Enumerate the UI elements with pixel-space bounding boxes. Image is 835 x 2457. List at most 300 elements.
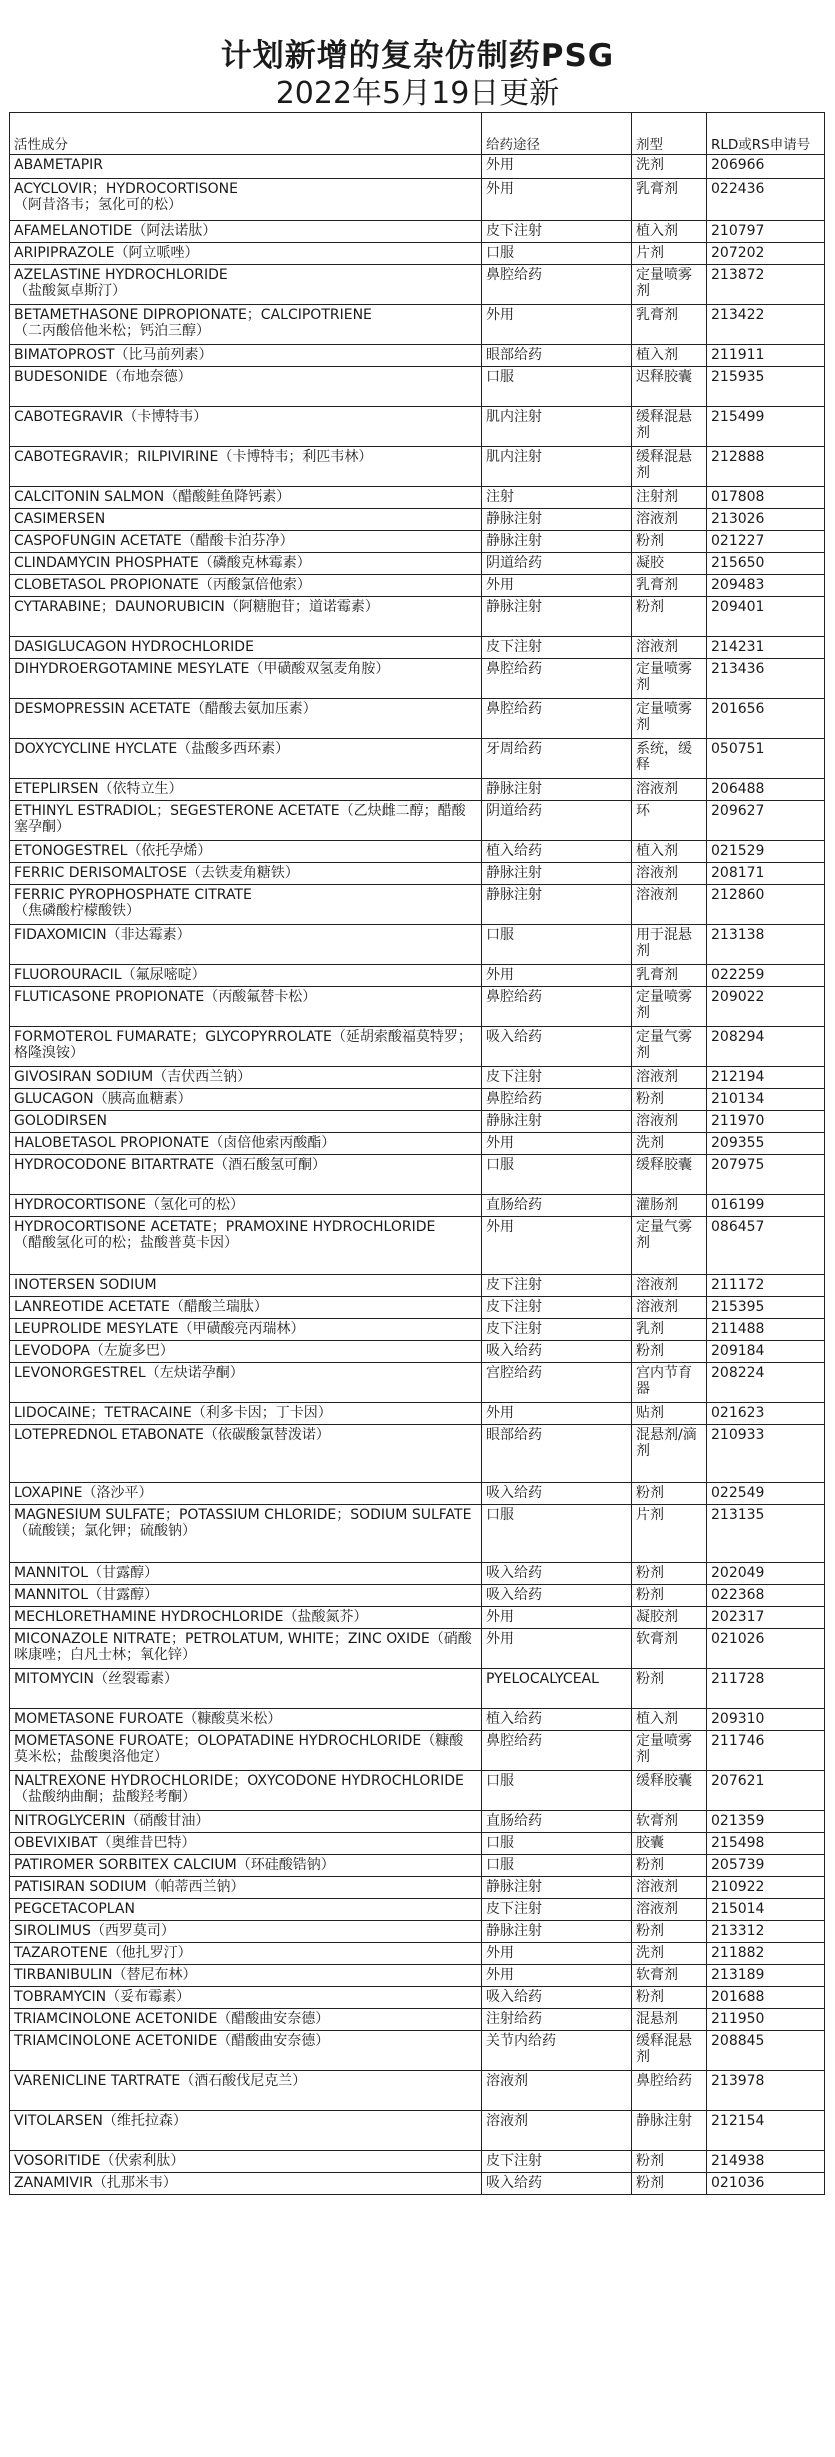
- cell-application-number: 209310: [707, 1709, 825, 1731]
- cell-application-number: 021036: [707, 2173, 825, 2195]
- table-body: [10, 155, 825, 2195]
- cell-route: 植入给药: [482, 841, 632, 863]
- cell-dosage-form: 乳膏剂: [632, 965, 707, 987]
- table-row: [10, 1341, 825, 1363]
- cell-route: 眼部给药: [482, 1425, 632, 1483]
- cell-route: 外用: [482, 179, 632, 221]
- cell-dosage-form: 溶液剂: [632, 509, 707, 531]
- cell-ingredient: CABOTEGRAVIR；RILPIVIRINE（卡博特韦；利匹韦林）: [10, 447, 482, 487]
- cell-application-number: 017808: [707, 487, 825, 509]
- table-row: [10, 739, 825, 779]
- cell-application-number: 086457: [707, 1217, 825, 1275]
- cell-application-number: 210933: [707, 1425, 825, 1483]
- table-row: [10, 2151, 825, 2173]
- cell-route: 外用: [482, 965, 632, 987]
- table-row: [10, 841, 825, 863]
- cell-route: 注射: [482, 487, 632, 509]
- cell-ingredient: TOBRAMYCIN（妥布霉素）: [10, 1987, 482, 2009]
- cell-ingredient: LEVODOPA（左旋多巴）: [10, 1341, 482, 1363]
- cell-ingredient: HYDROCORTISONE（氢化可的松）: [10, 1195, 482, 1217]
- cell-dosage-form: 溶液剂: [632, 1067, 707, 1089]
- cell-ingredient: AFAMELANOTIDE（阿法诺肽）: [10, 221, 482, 243]
- cell-route: 鼻腔给药: [482, 987, 632, 1027]
- table-row: [10, 1731, 825, 1771]
- table-row: [10, 1965, 825, 1987]
- cell-dosage-form: 粉剂: [632, 597, 707, 637]
- cell-route: 牙周给药: [482, 739, 632, 779]
- table-row: [10, 2031, 825, 2071]
- cell-ingredient: ACYCLOVIR；HYDROCORTISONE （阿昔洛韦；氢化可的松）: [10, 179, 482, 221]
- table-row: [10, 305, 825, 345]
- cell-route: 皮下注射: [482, 221, 632, 243]
- cell-route: 口服: [482, 925, 632, 965]
- cell-dosage-form: 洗剂: [632, 1133, 707, 1155]
- cell-dosage-form: 片剂: [632, 1505, 707, 1563]
- table-header-row: [10, 113, 825, 155]
- cell-ingredient: MANNITOL（甘露醇）: [10, 1563, 482, 1585]
- cell-route: 吸入给药: [482, 2173, 632, 2195]
- cell-application-number: 201688: [707, 1987, 825, 2009]
- cell-ingredient: GLUCAGON（胰高血糖素）: [10, 1089, 482, 1111]
- cell-application-number: 205739: [707, 1855, 825, 1877]
- cell-ingredient: OBEVIXIBAT（奥维昔巴特）: [10, 1833, 482, 1855]
- cell-route: 皮下注射: [482, 1319, 632, 1341]
- cell-application-number: 208171: [707, 863, 825, 885]
- cell-ingredient: PATISIRAN SODIUM（帕蒂西兰钠）: [10, 1877, 482, 1899]
- cell-route: 鼻腔给药: [482, 265, 632, 305]
- table-row: [10, 553, 825, 575]
- header-ingredient: 活性成分: [10, 113, 482, 155]
- cell-route: 溶液剂: [482, 2111, 632, 2151]
- cell-route: 鼻腔给药: [482, 1731, 632, 1771]
- cell-application-number: 022368: [707, 1585, 825, 1607]
- cell-route: 静脉注射: [482, 1877, 632, 1899]
- cell-dosage-form: 植入剂: [632, 345, 707, 367]
- cell-ingredient: VOSORITIDE（伏索利肽）: [10, 2151, 482, 2173]
- cell-dosage-form: 定量喷雾剂: [632, 1731, 707, 1771]
- table-row: [10, 1067, 825, 1089]
- cell-route: 外用: [482, 305, 632, 345]
- cell-route: 皮下注射: [482, 1275, 632, 1297]
- cell-dosage-form: 乳膏剂: [632, 305, 707, 345]
- cell-route: 鼻腔给药: [482, 699, 632, 739]
- cell-ingredient: TRIAMCINOLONE ACETONIDE（醋酸曲安奈德）: [10, 2009, 482, 2031]
- cell-dosage-form: 溶液剂: [632, 863, 707, 885]
- table-row: [10, 965, 825, 987]
- table-row: [10, 447, 825, 487]
- cell-application-number: 202049: [707, 1563, 825, 1585]
- table-row: [10, 345, 825, 367]
- cell-application-number: 208845: [707, 2031, 825, 2071]
- cell-route: 外用: [482, 1403, 632, 1425]
- cell-route: 吸入给药: [482, 1341, 632, 1363]
- table-row: [10, 1709, 825, 1731]
- cell-ingredient: ZANAMIVIR（扎那米韦）: [10, 2173, 482, 2195]
- cell-route: PYELOCALYCEAL: [482, 1669, 632, 1709]
- cell-dosage-form: 迟释胶囊: [632, 367, 707, 407]
- cell-dosage-form: 粉剂: [632, 2151, 707, 2173]
- cell-dosage-form: 溶液剂: [632, 1899, 707, 1921]
- table-row: [10, 367, 825, 407]
- cell-ingredient: MAGNESIUM SULFATE；POTASSIUM CHLORIDE；SODIUM SULFATE （硫酸镁；氯化钾；硫酸钠）: [10, 1505, 482, 1563]
- header-route: 给药途径: [482, 113, 632, 155]
- cell-route: 皮下注射: [482, 1067, 632, 1089]
- cell-dosage-form: 缓释胶囊: [632, 1771, 707, 1811]
- cell-application-number: 213189: [707, 1965, 825, 1987]
- table-row: [10, 779, 825, 801]
- cell-ingredient: LANREOTIDE ACETATE（醋酸兰瑞肽）: [10, 1297, 482, 1319]
- cell-application-number: 022436: [707, 179, 825, 221]
- table-row: [10, 1987, 825, 2009]
- table-row: [10, 1297, 825, 1319]
- cell-application-number: 207202: [707, 243, 825, 265]
- cell-application-number: 210134: [707, 1089, 825, 1111]
- cell-route: 外用: [482, 1629, 632, 1669]
- cell-dosage-form: 贴剂: [632, 1403, 707, 1425]
- table-row: [10, 1319, 825, 1341]
- cell-route: 口服: [482, 243, 632, 265]
- table-row: [10, 407, 825, 447]
- cell-ingredient: LOTEPREDNOL ETABONATE（依碳酸氯替泼诺）: [10, 1425, 482, 1483]
- cell-application-number: 212194: [707, 1067, 825, 1089]
- cell-application-number: 211970: [707, 1111, 825, 1133]
- cell-route: 皮下注射: [482, 637, 632, 659]
- table-row: [10, 221, 825, 243]
- cell-ingredient: FLUOROURACIL（氟尿嘧啶）: [10, 965, 482, 987]
- cell-ingredient: HYDROCODONE BITARTRATE（酒石酸氢可酮）: [10, 1155, 482, 1195]
- cell-ingredient: CASIMERSEN: [10, 509, 482, 531]
- cell-ingredient: FLUTICASONE PROPIONATE（丙酸氟替卡松）: [10, 987, 482, 1027]
- cell-ingredient: DIHYDROERGOTAMINE MESYLATE（甲磺酸双氢麦角胺）: [10, 659, 482, 699]
- cell-application-number: 212888: [707, 447, 825, 487]
- cell-dosage-form: 溶液剂: [632, 779, 707, 801]
- cell-application-number: 211172: [707, 1275, 825, 1297]
- cell-application-number: 214938: [707, 2151, 825, 2173]
- cell-dosage-form: 环: [632, 801, 707, 841]
- cell-route: 外用: [482, 155, 632, 179]
- cell-dosage-form: 软膏剂: [632, 1811, 707, 1833]
- cell-ingredient: CASPOFUNGIN ACETATE（醋酸卡泊芬净）: [10, 531, 482, 553]
- cell-route: 静脉注射: [482, 1111, 632, 1133]
- cell-application-number: 206966: [707, 155, 825, 179]
- page-title: 计划新增的复杂仿制药PSG: [220, 38, 615, 74]
- cell-route: 宫腔给药: [482, 1363, 632, 1403]
- cell-dosage-form: 软膏剂: [632, 1629, 707, 1669]
- cell-application-number: 213135: [707, 1505, 825, 1563]
- cell-route: 吸入给药: [482, 1563, 632, 1585]
- cell-ingredient: SIROLIMUS（西罗莫司）: [10, 1921, 482, 1943]
- table-row: [10, 863, 825, 885]
- cell-application-number: 212154: [707, 2111, 825, 2151]
- cell-application-number: 021359: [707, 1811, 825, 1833]
- cell-route: 静脉注射: [482, 863, 632, 885]
- table-row: [10, 659, 825, 699]
- table-row: [10, 1275, 825, 1297]
- cell-dosage-form: 混悬剂: [632, 2009, 707, 2031]
- table-row: [10, 509, 825, 531]
- table-row: [10, 1811, 825, 1833]
- cell-application-number: 213422: [707, 305, 825, 345]
- cell-dosage-form: 乳膏剂: [632, 179, 707, 221]
- cell-application-number: 021623: [707, 1403, 825, 1425]
- cell-dosage-form: 粉剂: [632, 1341, 707, 1363]
- cell-dosage-form: 溶液剂: [632, 637, 707, 659]
- cell-dosage-form: 混悬剂/滴剂: [632, 1425, 707, 1483]
- cell-ingredient: GIVOSIRAN SODIUM（吉伏西兰钠）: [10, 1067, 482, 1089]
- cell-ingredient: TAZAROTENE（他扎罗汀）: [10, 1943, 482, 1965]
- cell-dosage-form: 洗剂: [632, 155, 707, 179]
- table-row: [10, 1921, 825, 1943]
- cell-dosage-form: 定量喷雾剂: [632, 987, 707, 1027]
- cell-dosage-form: 片剂: [632, 243, 707, 265]
- table-row: [10, 1089, 825, 1111]
- cell-route: 吸入给药: [482, 1483, 632, 1505]
- cell-dosage-form: 胶囊: [632, 1833, 707, 1855]
- cell-ingredient: INOTERSEN SODIUM: [10, 1275, 482, 1297]
- cell-dosage-form: 粉剂: [632, 1563, 707, 1585]
- cell-ingredient: DESMOPRESSIN ACETATE（醋酸去氨加压素）: [10, 699, 482, 739]
- table-row: [10, 179, 825, 221]
- cell-ingredient: VITOLARSEN（维托拉森）: [10, 2111, 482, 2151]
- table-row: [10, 1155, 825, 1195]
- table-row: [10, 801, 825, 841]
- header-dosage-form: 剂型: [632, 113, 707, 155]
- cell-ingredient: CLOBETASOL PROPIONATE（丙酸氯倍他索）: [10, 575, 482, 597]
- table-row: [10, 265, 825, 305]
- cell-route: 静脉注射: [482, 779, 632, 801]
- cell-application-number: 209627: [707, 801, 825, 841]
- cell-application-number: 016199: [707, 1195, 825, 1217]
- cell-application-number: 213312: [707, 1921, 825, 1943]
- cell-route: 静脉注射: [482, 509, 632, 531]
- cell-application-number: 021026: [707, 1629, 825, 1669]
- cell-route: 肌内注射: [482, 407, 632, 447]
- table-row: [10, 885, 825, 925]
- cell-application-number: 215498: [707, 1833, 825, 1855]
- cell-route: 鼻腔给药: [482, 1089, 632, 1111]
- cell-application-number: 213872: [707, 265, 825, 305]
- cell-application-number: 211911: [707, 345, 825, 367]
- table-row: [10, 1585, 825, 1607]
- cell-route: 吸入给药: [482, 1987, 632, 2009]
- cell-dosage-form: 洗剂: [632, 1943, 707, 1965]
- cell-application-number: 050751: [707, 739, 825, 779]
- cell-route: 外用: [482, 1217, 632, 1275]
- cell-application-number: 209184: [707, 1341, 825, 1363]
- cell-ingredient: NITROGLYCERIN（硝酸甘油）: [10, 1811, 482, 1833]
- cell-application-number: 215014: [707, 1899, 825, 1921]
- cell-dosage-form: 植入剂: [632, 1709, 707, 1731]
- cell-route: 口服: [482, 1155, 632, 1195]
- cell-dosage-form: 乳剂: [632, 1319, 707, 1341]
- cell-application-number: 212860: [707, 885, 825, 925]
- cell-route: 阴道给药: [482, 801, 632, 841]
- cell-route: 静脉注射: [482, 1921, 632, 1943]
- cell-ingredient: BETAMETHASONE DIPROPIONATE；CALCIPOTRIENE （二丙酸倍他米松；钙泊三醇）: [10, 305, 482, 345]
- cell-route: 外用: [482, 575, 632, 597]
- cell-dosage-form: 定量喷雾剂: [632, 699, 707, 739]
- cell-ingredient: BUDESONIDE（布地奈德）: [10, 367, 482, 407]
- cell-dosage-form: 缓释混悬剂: [632, 2031, 707, 2071]
- table-row: [10, 2009, 825, 2031]
- cell-ingredient: MECHLORETHAMINE HYDROCHLORIDE（盐酸氮芥）: [10, 1607, 482, 1629]
- cell-ingredient: FERRIC PYROPHOSPHATE CITRATE （焦磷酸柠檬酸铁）: [10, 885, 482, 925]
- cell-application-number: 209022: [707, 987, 825, 1027]
- cell-dosage-form: 粉剂: [632, 2173, 707, 2195]
- cell-dosage-form: 植入剂: [632, 221, 707, 243]
- cell-route: 植入给药: [482, 1709, 632, 1731]
- cell-dosage-form: 用于混悬剂: [632, 925, 707, 965]
- cell-dosage-form: 缓释混悬剂: [632, 407, 707, 447]
- cell-dosage-form: 凝胶: [632, 553, 707, 575]
- cell-dosage-form: 粉剂: [632, 1987, 707, 2009]
- table-row: [10, 1855, 825, 1877]
- cell-route: 注射给药: [482, 2009, 632, 2031]
- table-row: [10, 1217, 825, 1275]
- cell-ingredient: LEVONORGESTREL（左炔诺孕酮）: [10, 1363, 482, 1403]
- cell-dosage-form: 定量气雾剂: [632, 1217, 707, 1275]
- cell-dosage-form: 植入剂: [632, 841, 707, 863]
- cell-ingredient: BIMATOPROST（比马前列素）: [10, 345, 482, 367]
- cell-ingredient: ETONOGESTREL（依托孕烯）: [10, 841, 482, 863]
- cell-ingredient: LEUPROLIDE MESYLATE（甲磺酸亮丙瑞林）: [10, 1319, 482, 1341]
- cell-dosage-form: 宫内节育器: [632, 1363, 707, 1403]
- cell-ingredient: DOXYCYCLINE HYCLATE（盐酸多西环素）: [10, 739, 482, 779]
- cell-application-number: 213026: [707, 509, 825, 531]
- table-row: [10, 531, 825, 553]
- cell-dosage-form: 溶液剂: [632, 1275, 707, 1297]
- cell-dosage-form: 乳膏剂: [632, 575, 707, 597]
- psg-table: [9, 112, 825, 2195]
- cell-dosage-form: 粉剂: [632, 1669, 707, 1709]
- cell-route: 吸入给药: [482, 1585, 632, 1607]
- cell-dosage-form: 溶液剂: [632, 885, 707, 925]
- cell-application-number: 208294: [707, 1027, 825, 1067]
- table-row: [10, 1027, 825, 1067]
- cell-ingredient: CALCITONIN SALMON（醋酸鲑鱼降钙素）: [10, 487, 482, 509]
- table-row: [10, 1483, 825, 1505]
- cell-application-number: 211746: [707, 1731, 825, 1771]
- cell-ingredient: FERRIC DERISOMALTOSE（去铁麦角糖铁）: [10, 863, 482, 885]
- cell-dosage-form: 系统，缓释: [632, 739, 707, 779]
- table-row: [10, 1403, 825, 1425]
- cell-ingredient: ETHINYL ESTRADIOL；SEGESTERONE ACETATE（乙炔雌二醇；醋酸塞孕酮）: [10, 801, 482, 841]
- cell-application-number: 208224: [707, 1363, 825, 1403]
- cell-application-number: 215499: [707, 407, 825, 447]
- cell-route: 外用: [482, 1133, 632, 1155]
- cell-application-number: 210797: [707, 221, 825, 243]
- table-row: [10, 1943, 825, 1965]
- table-row: [10, 637, 825, 659]
- cell-ingredient: MICONAZOLE NITRATE；PETROLATUM, WHITE；ZINC OXIDE（硝酸咪康唑；白凡士林；氧化锌）: [10, 1629, 482, 1669]
- table-row: [10, 2111, 825, 2151]
- cell-ingredient: PATIROMER SORBITEX CALCIUM（环硅酸锆钠）: [10, 1855, 482, 1877]
- cell-application-number: 211728: [707, 1669, 825, 1709]
- cell-dosage-form: 静脉注射: [632, 2111, 707, 2151]
- cell-route: 静脉注射: [482, 885, 632, 925]
- cell-route: 口服: [482, 1833, 632, 1855]
- cell-dosage-form: 粉剂: [632, 531, 707, 553]
- cell-dosage-form: 注射剂: [632, 487, 707, 509]
- cell-dosage-form: 缓释混悬剂: [632, 447, 707, 487]
- cell-ingredient: TIRBANIBULIN（替尼布林）: [10, 1965, 482, 1987]
- cell-route: 直肠给药: [482, 1195, 632, 1217]
- cell-dosage-form: 溶液剂: [632, 1111, 707, 1133]
- table-row: [10, 1111, 825, 1133]
- cell-application-number: 213978: [707, 2071, 825, 2111]
- cell-ingredient: CABOTEGRAVIR（卡博特韦）: [10, 407, 482, 447]
- cell-route: 关节内给药: [482, 2031, 632, 2071]
- cell-dosage-form: 溶液剂: [632, 1877, 707, 1899]
- cell-dosage-form: 凝胶剂: [632, 1607, 707, 1629]
- cell-ingredient: MOMETASONE FUROATE（糠酸莫米松）: [10, 1709, 482, 1731]
- cell-ingredient: AZELASTINE HYDROCHLORIDE （盐酸氮卓斯汀）: [10, 265, 482, 305]
- cell-application-number: 211950: [707, 2009, 825, 2031]
- cell-route: 静脉注射: [482, 597, 632, 637]
- cell-application-number: 021529: [707, 841, 825, 863]
- cell-ingredient: FIDAXOMICIN（非达霉素）: [10, 925, 482, 965]
- cell-ingredient: PEGCETACOPLAN: [10, 1899, 482, 1921]
- cell-dosage-form: 缓释胶囊: [632, 1155, 707, 1195]
- cell-dosage-form: 鼻腔给药: [632, 2071, 707, 2111]
- cell-dosage-form: 粉剂: [632, 1089, 707, 1111]
- cell-ingredient: CLINDAMYCIN PHOSPHATE（磷酸克林霉素）: [10, 553, 482, 575]
- table-row: [10, 1363, 825, 1403]
- cell-dosage-form: 定量气雾剂: [632, 1027, 707, 1067]
- cell-dosage-form: 粉剂: [632, 1921, 707, 1943]
- cell-dosage-form: 粉剂: [632, 1855, 707, 1877]
- table-row: [10, 1195, 825, 1217]
- cell-ingredient: MITOMYCIN（丝裂霉素）: [10, 1669, 482, 1709]
- table-row: [10, 1607, 825, 1629]
- table-row: [10, 155, 825, 179]
- cell-route: 皮下注射: [482, 2151, 632, 2173]
- cell-route: 肌内注射: [482, 447, 632, 487]
- cell-ingredient: DASIGLUCAGON HYDROCHLORIDE: [10, 637, 482, 659]
- cell-route: 直肠给药: [482, 1811, 632, 1833]
- table-row: [10, 1505, 825, 1563]
- header-application-number: RLD或RS申请号: [707, 113, 825, 155]
- cell-ingredient: LOXAPINE（洛沙平）: [10, 1483, 482, 1505]
- cell-ingredient: MANNITOL（甘露醇）: [10, 1585, 482, 1607]
- cell-application-number: 207621: [707, 1771, 825, 1811]
- cell-dosage-form: 定量喷雾剂: [632, 659, 707, 699]
- cell-route: 吸入给药: [482, 1027, 632, 1067]
- cell-ingredient: FORMOTEROL FUMARATE；GLYCOPYRROLATE（延胡索酸福莫特罗；格隆溴铵）: [10, 1027, 482, 1067]
- cell-ingredient: GOLODIRSEN: [10, 1111, 482, 1133]
- cell-dosage-form: 粉剂: [632, 1483, 707, 1505]
- table-row: [10, 487, 825, 509]
- cell-ingredient: HYDROCORTISONE ACETATE；PRAMOXINE HYDROCHLORIDE （醋酸氢化可的松；盐酸普莫卡因）: [10, 1217, 482, 1275]
- table-row: [10, 1899, 825, 1921]
- cell-dosage-form: 定量喷雾剂: [632, 265, 707, 305]
- table-row: [10, 1563, 825, 1585]
- table-row: [10, 1877, 825, 1899]
- cell-route: 静脉注射: [482, 531, 632, 553]
- cell-route: 皮下注射: [482, 1899, 632, 1921]
- cell-application-number: 211488: [707, 1319, 825, 1341]
- cell-ingredient: TRIAMCINOLONE ACETONIDE（醋酸曲安奈德）: [10, 2031, 482, 2071]
- table-row: [10, 1133, 825, 1155]
- table-row: [10, 1629, 825, 1669]
- cell-dosage-form: 溶液剂: [632, 1297, 707, 1319]
- table-row: [10, 2071, 825, 2111]
- table-row: [10, 1669, 825, 1709]
- cell-application-number: 202317: [707, 1607, 825, 1629]
- cell-ingredient: VARENICLINE TARTRATE（酒石酸伐尼克兰）: [10, 2071, 482, 2111]
- cell-ingredient: ARIPIPRAZOLE（阿立哌唑）: [10, 243, 482, 265]
- cell-application-number: 207975: [707, 1155, 825, 1195]
